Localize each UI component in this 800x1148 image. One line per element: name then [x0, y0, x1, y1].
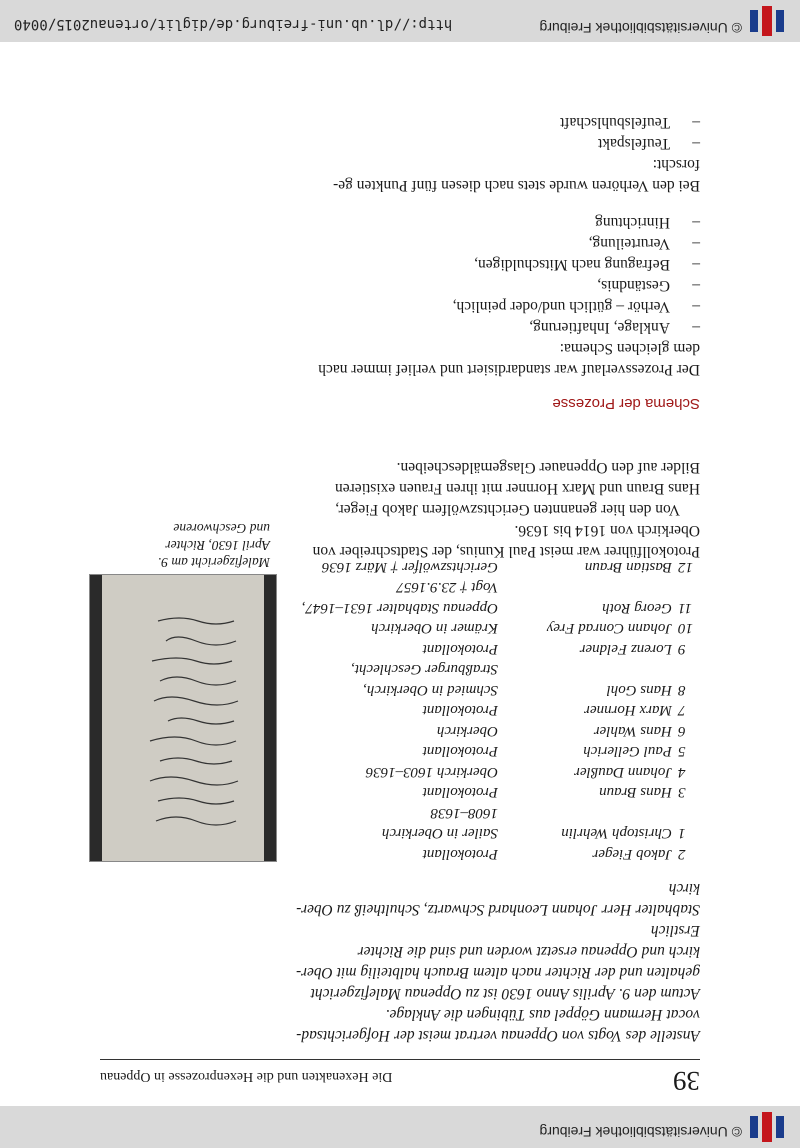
judge-role: Vogt † 23.9.1657: [396, 579, 498, 596]
judge-role: Protokollant: [422, 743, 498, 760]
points-list: [560, 112, 700, 154]
table-row: [280, 823, 700, 844]
table-row: [280, 844, 700, 865]
table-row: [280, 803, 700, 824]
handwriting-image: [126, 591, 246, 841]
list-item: – Verurteilung,: [453, 233, 700, 254]
running-title: Die Hexenakten und die Hexenprozesse in Oppenau: [100, 1069, 393, 1084]
table-row: [280, 782, 700, 803]
list-item: – Teufelsbuhlschaft: [560, 112, 700, 133]
section-heading: Schema der Prozesse: [552, 395, 700, 412]
list-item: – Verhör – gütlich und/oder peinlich,: [453, 296, 700, 317]
table-row: [280, 577, 700, 598]
text-line: kirch: [668, 880, 700, 897]
viewer-top-bar: [0, 1106, 800, 1148]
judge-number: 8: [678, 682, 686, 698]
judge-role: Oberkirch: [436, 723, 498, 739]
judge-number: 7: [678, 702, 686, 719]
judge-name: Johann Conrad Frey: [546, 620, 672, 637]
judge-number: 4: [678, 764, 686, 780]
judge-name: Christoph Wehrlin: [561, 825, 672, 842]
university-logo-icon: [746, 4, 786, 38]
text-line: forscht:: [652, 156, 700, 173]
judge-number: 12: [678, 559, 693, 575]
table-row: [280, 680, 700, 701]
judge-role: Schmied in Oberkirch,: [363, 682, 498, 698]
text-line: Anstelle des Vogts von Oppenau vertrat meist der Hofgerichtsad-: [296, 1027, 700, 1044]
schema-steps-list: [453, 212, 700, 338]
judge-role: Oppenau Stabhalter 1631–1647,: [301, 600, 498, 616]
judge-number: 9: [678, 641, 686, 657]
table-row: [280, 639, 700, 660]
judge-name: Jakob Fieger: [592, 846, 672, 862]
text-line: Protokollführer war meist Paul Kunius, der Stadtschreiber von: [312, 543, 700, 560]
viewer-bottom-bar: [0, 0, 800, 42]
list-item: – Teufelspakt: [560, 133, 700, 154]
text-line: gehalten und der Richter nach altem Brauch halbteilig mit Ober-: [296, 964, 700, 981]
table-row: [280, 659, 700, 680]
text-line: kirch und Oppenau ersetzt worden und sind die Richter: [357, 943, 700, 960]
table-row: [280, 618, 700, 639]
judge-name: Johann Daußler: [574, 764, 672, 780]
table-row: [280, 741, 700, 762]
judge-number: 1: [678, 825, 686, 842]
judge-name: Hans Gohl: [606, 682, 672, 698]
document-url-link[interactable]: http://dl.ub.uni-freiburg.de/diglit/ortenau2015/0040: [14, 16, 453, 32]
text-line: Bilder auf den Oppenauer Glasgemäldescheiben.: [396, 459, 700, 476]
judge-number: 11: [678, 600, 692, 616]
judge-name: Georg Roth: [602, 600, 672, 616]
judge-role: Gerichtszwölfer † März 1636: [321, 559, 498, 575]
judge-name: Bastian Braun: [584, 559, 672, 575]
text-line: Erstlich: [650, 922, 700, 939]
points-intro: [280, 154, 700, 196]
table-row: [280, 598, 700, 619]
list-item: – Hinrichtung: [453, 212, 700, 233]
text-line: Actum den 9. Aprilis Anno 1630 ist zu Oppenau Malefizgericht: [310, 985, 700, 1002]
caption-line: April 1630, Richter: [165, 538, 270, 553]
list-item: – Anklage, Inhaftierung,: [453, 317, 700, 338]
judge-role: Protokollant: [422, 702, 498, 719]
judge-name: Hans Wahler: [593, 723, 672, 739]
table-row: [280, 700, 700, 721]
judge-number: 3: [678, 784, 686, 801]
judge-role: Straßburger Geschlecht,: [351, 661, 498, 678]
caption-line: Malefizgericht am 9.: [157, 555, 270, 570]
judge-role: Sailer in Oberkirch: [381, 825, 498, 842]
court-document-photo: [89, 574, 277, 862]
judge-role: Oberkirch 1603–1636: [365, 764, 498, 780]
judge-name: Lorenz Feldner: [579, 641, 672, 657]
judge-name: Hans Braun: [599, 784, 672, 801]
photo-caption: [90, 520, 270, 571]
text-line: Der Prozessverlauf war standardisiert und verlief immer nach: [318, 361, 700, 378]
list-item: – Geständnis,: [453, 275, 700, 296]
judge-role: Krämer in Oberkirch: [371, 620, 498, 637]
text-line: Hans Braun und Marx Hornner mit ihren Frauen existieren: [334, 480, 700, 497]
judge-role: 1608–1638: [430, 805, 498, 821]
text-line: vocat Hermann Göppel aus Tübingen die Anklage.: [385, 1006, 700, 1023]
judges-table: [280, 557, 700, 865]
judge-number: 5: [678, 743, 686, 760]
text-line: Stabhalter Herr Johann Leonhard Schwartz, Schultheiß zu Ober-: [296, 901, 700, 918]
text-line: dem gleichen Schema:: [559, 340, 700, 357]
judge-number: 6: [678, 723, 686, 739]
judge-role: Protokollant: [422, 641, 498, 657]
library-credit: © Universitätsbibliothek Freiburg: [539, 20, 742, 36]
judge-name: Paul Gellerich: [583, 743, 672, 760]
running-head: [100, 1059, 700, 1096]
judge-number: 10: [678, 620, 693, 637]
judge-role: Protokollant: [422, 784, 498, 801]
intro-paragraph: [100, 878, 700, 1046]
text-line: Von den hier genannten Gerichtszwölfern Jakob Fieger,: [335, 501, 680, 518]
text-line: Bei den Verhören wurde stets nach diesen fünf Punkten ge-: [333, 177, 700, 194]
page-number: 39: [673, 1066, 700, 1096]
list-item: – Befragung nach Mitschuldigen,: [453, 254, 700, 275]
schema-intro: [280, 338, 700, 380]
protocol-paragraph: [280, 457, 700, 562]
text-line: Oberkirch von 1614 bis 1636.: [514, 522, 700, 539]
university-logo-icon: [746, 1110, 786, 1144]
judge-number: 2: [678, 846, 686, 862]
caption-line: und Geschworene: [173, 521, 270, 536]
library-credit: © Universitätsbibliothek Freiburg: [539, 1124, 742, 1140]
judge-name: Marx Hornner: [584, 702, 672, 719]
table-row: [280, 721, 700, 742]
table-row: [280, 762, 700, 783]
judge-role: Protokollant: [422, 846, 498, 862]
